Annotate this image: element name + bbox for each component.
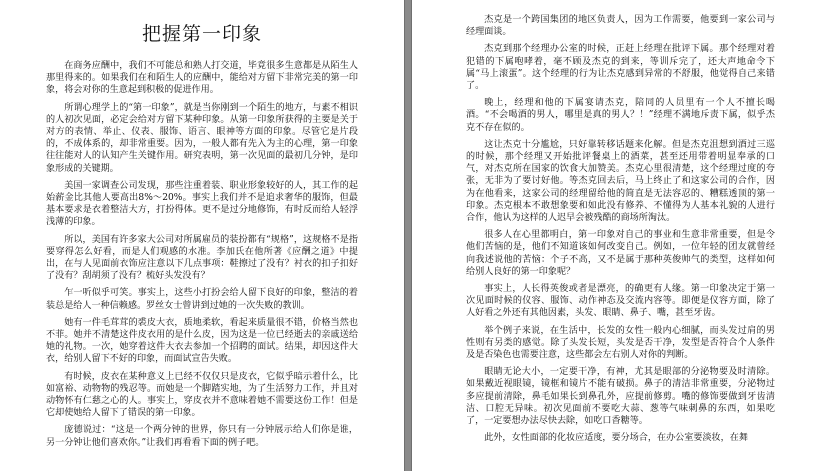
- paragraph: 在商务应酬中，我们不可能总和熟人打交道，毕竟很多生意都是从陌生人那里得来的。如果我们在和陌生人的应酬中，能给对方留下非常完美的第一印象，将会对你的生意起到积极的促进作用。: [46, 61, 358, 96]
- paragraph: 庞德说过：“这是一个两分钟的世界，你只有一分钟展示给人们你是谁，另一分钟让他们喜欢你。”让我们再看看下面的例子吧。: [46, 425, 358, 448]
- paragraph: 所谓心理学上的“第一印象”，就是当你刚到一个陌生的地方，与素不相识的人初次见面，必定会给对方留下某种印象。从第一印象所获得的主要是关于对方的表情、举止、仪表、服饰、语言、眼神等方面的印象。尽管它是片段的，不成体系的，却非常重要。因为，一般人都有先入为主的心理，第一印象往往能对人的认知产生关键作用。研究表明，第一次见面的最初几分钟，是印象形成的关键期。: [46, 102, 358, 174]
- right-page: [412, 0, 819, 471]
- page-title: 把握第一印象: [141, 23, 262, 45]
- paragraph: 举个例子来说，在生活中，长发的女性一般内心细腻，而头发过肩的男性则有另类的感觉。除了头发长短，头发是否干净，发型是否符合个人条件及是否染色也需要注意，这些都会左右别人对你的判断。: [466, 325, 775, 361]
- paragraph: 所以，美国有许多家大公司对所属雇员的装扮都有“规格”，这规格不是指要穿得怎么好看，而是人们观感的水准。李加氏在他所著《应酬之道》中提出，在与人见面前衣饰应注意以下几点事项：鞋擦过了没有？衬衣的扣子扣好了没有？刮胡须了没有？梳好头发没有？: [46, 234, 358, 282]
- paragraph: 乍一听似乎可笑。事实上，这些小打扮会给人留下良好的印象，整洁的着装总是给人一种信赖感。罗丝女士曾讲到过她的一次失败的教训。: [46, 288, 358, 311]
- paragraph: 杰克到那个经理办公室的时候，正赶上经理在批评下属。那个经理对着犯错的下属咆哮着，毫不顾及杰克的到来，等训斥完了，还大声地命令下属“马上滚蛋”。这个经理的行为让杰克感到异常的不舒服，他觉得自己来错了。: [466, 44, 775, 92]
- paragraph: 杰克是一个跨国集团的地区负责人，因为工作需要，他要到一家公司与经理面谈。: [466, 15, 775, 38]
- right-page-content: [466, 0, 775, 471]
- paragraph: 很多人在心里都明白，第一印象对自己的事业和生意非常重要，但是令他们苦恼的是，他们不知道该如何改变自己。例如，一位年轻的团友就曾经向我述说他的苦恼：个子不高，又不是属于那种英俊帅气的类型，这样如何给别人良好的第一印象呢？: [466, 230, 775, 277]
- left-page: [0, 0, 404, 471]
- paragraph: 美国一家调查公司发现，那些注重着装、职业形象较好的人，其工作的起始薪金比其他人要高出8%～20%。事实上我们并不是追求奢华的服饰，但最基本要求是衣着整洁大方，打扮得体。更不是过分地修饰，有时反而给人轻浮浅薄的印象。: [46, 180, 358, 228]
- page-divider: [404, 0, 412, 471]
- paragraph: 这让杰克十分尴尬，只好靠转移话题来化解。但是杰克沮想到酒过三巡的时候，那个经理又开始批评餐桌上的酒菜，甚至还用带着明显奉承的口气，对杰克所在国家的饮食大加赞美。杰克心里很清楚，这个经理过度的夸张，无非为了要讨好他。等杰克回去后，马上终止了和这家公司的合作，因为在他看来，这家公司的经理留给他的简直是无法容忍的、糟糕透顶的第一印象。杰克根本不敢想象要和如此没有修养、不懂得为人基本礼貌的人进行合作，他认为这样的人迟早会被残酷的商场所淘汰。: [466, 139, 775, 224]
- paragraph: 此外，女性面部的化妆应适度，要分场合，在办公室要淡妆，在舞: [484, 433, 748, 444]
- paragraph: 事实上，人长得英俊或者是漂亮，的确更有人缘。第一印象决定于第一次见面时候的仪容、服饰、动作神态及交流内容等。即便是仪容方面，除了人好看之外还有其他因素，头发、眼睛、鼻子、嘴，甚至牙齿。: [466, 284, 775, 319]
- paragraph: 她有一件毛茸茸的裘皮大衣，质地柔软，看起来质量很不错，价格当然也不菲。她并不清楚这件皮衣用的是什么皮，因为这是一位已经逝去的亲戚送给她的礼物。一次，她穿着这件大衣去参加一个招聘的面试。结果，却因这件大衣，给别人留下不好的印象，而面试宣告失败。: [46, 317, 358, 365]
- left-page-content: [46, 0, 358, 471]
- paragraph: 晚上，经理和他的下属宴请杰克，陪同的人员里有一个人不擅长喝酒。“不会喝酒的男人，哪里是真的男人？！”经理不满地斥责下属，似乎杰克不存在似的。: [466, 98, 775, 133]
- paragraph: 眼睛无论大小，一定要干净，有神，尤其是眼部的分泌物要及时清除。如果戴近视眼镜，镜框和镜片不能有破损。鼻子的清洁非常重要，分泌物过多应提前清除，鼻毛如果长到鼻孔外，应提前修剪。嘴的修饰要做到牙齿清洁、口腔无异味。初次见面前不要吃大蒜、葱等气味刺鼻的东西，如果吃了，一定要想办法尽快去除，如吃口香糖等。: [466, 367, 775, 427]
- paragraph: 有时候，皮衣在某种意义上已经不仅仅只是皮衣，它似乎暗示着什么，比如富裕、动物物的残忍等。而她是一个脚踏实地，为了生活努力工作，并且对动物怀有仁慈之心的人。事实上，穿皮衣并不意味着她不需要这份工作！但是它却使她给人留下了错误的第一印象。: [46, 371, 358, 419]
